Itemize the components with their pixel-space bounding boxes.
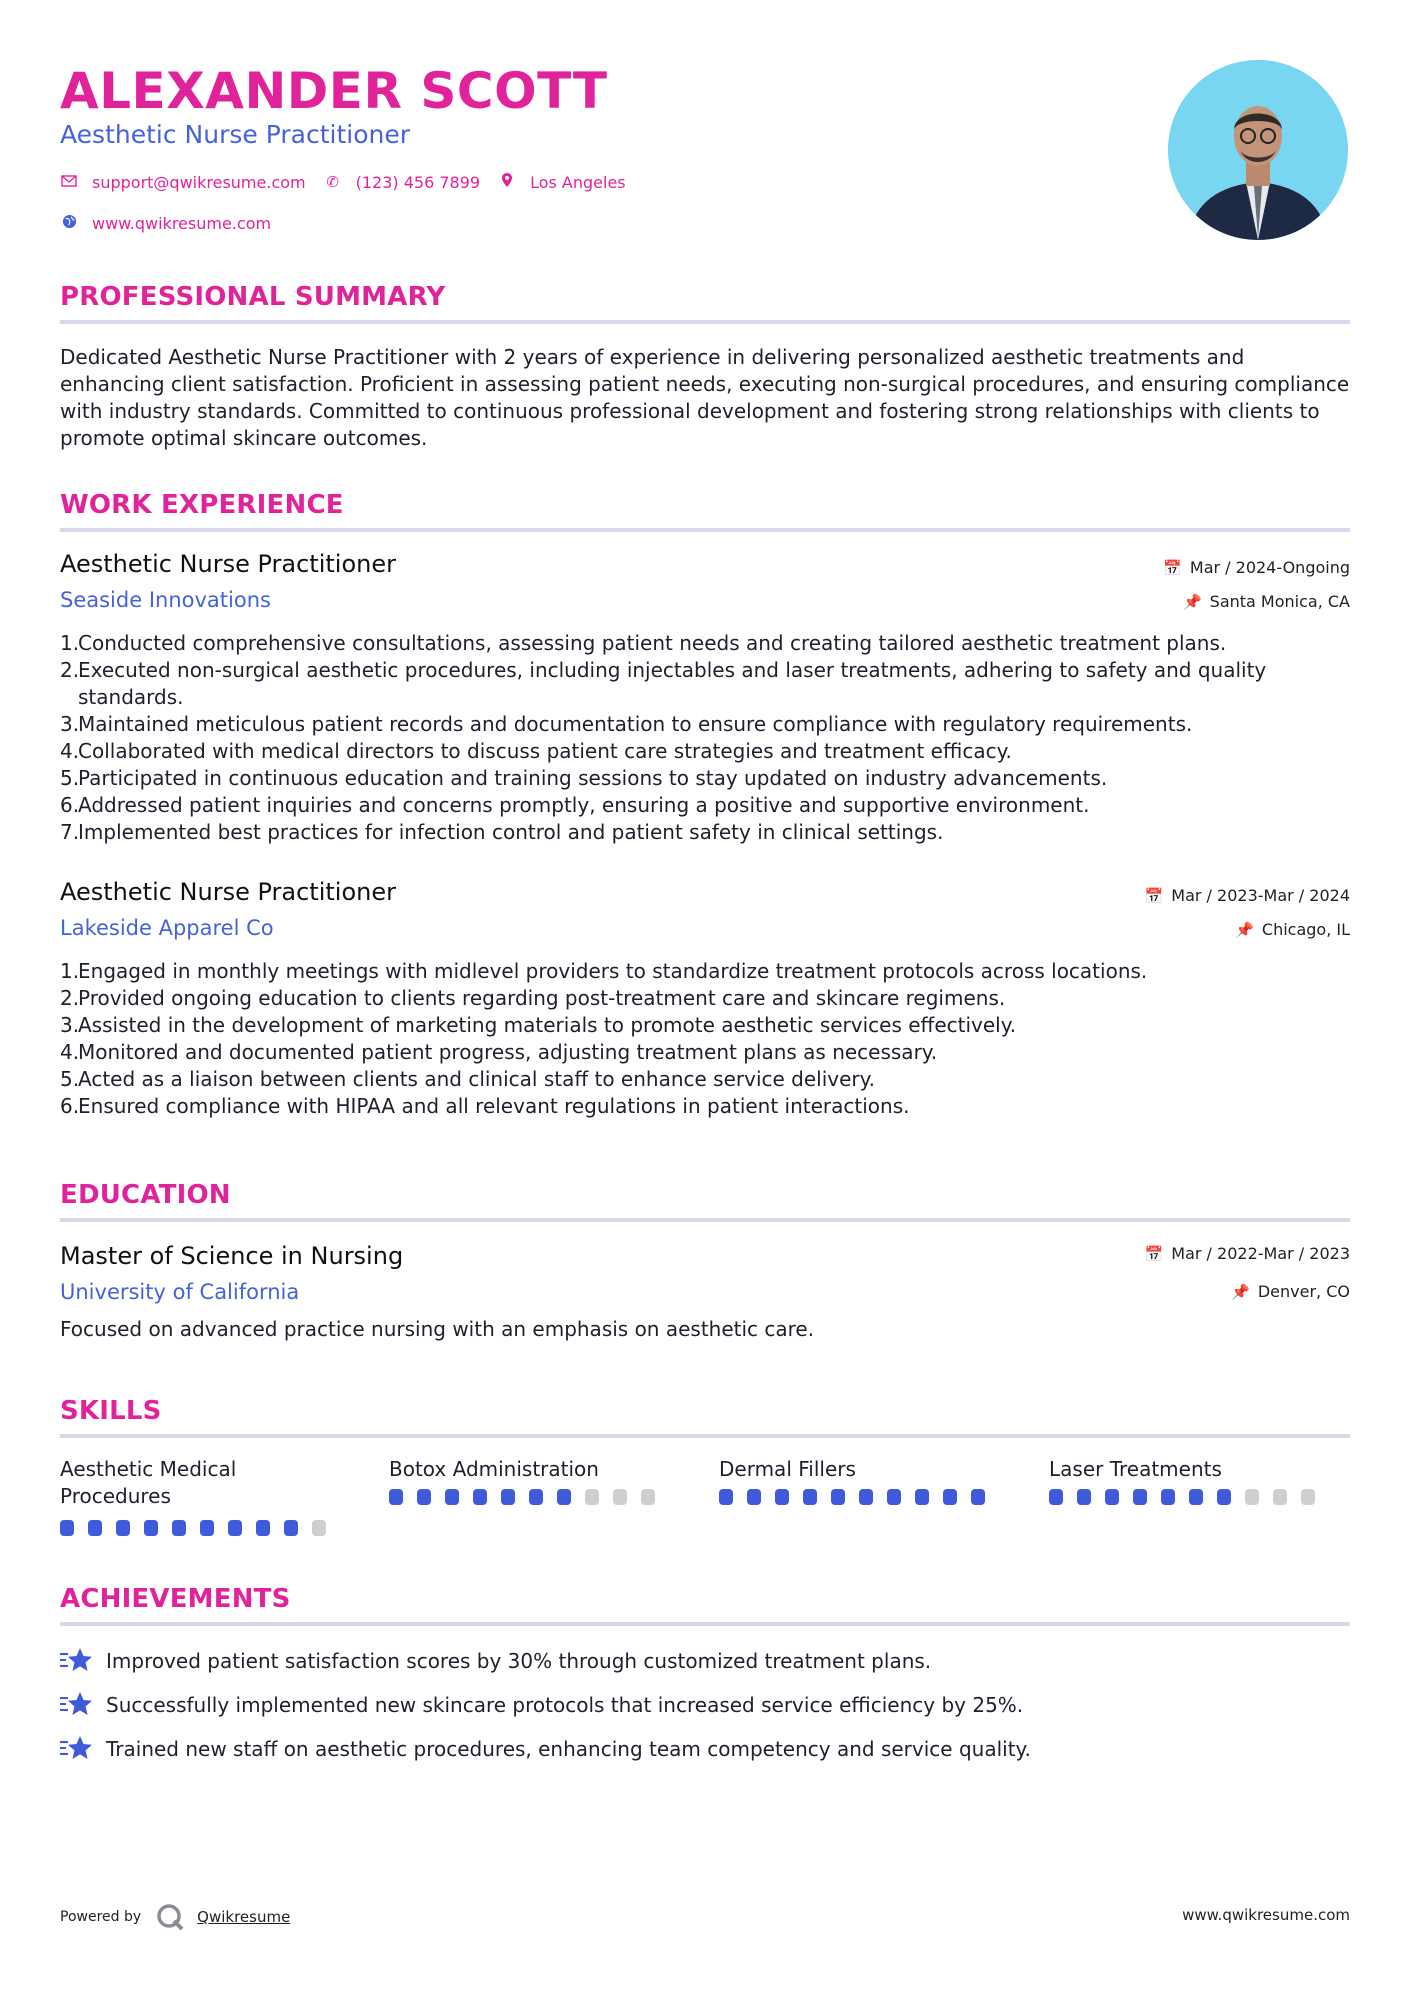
calendar-icon: 📅 [1163,559,1182,577]
job-location: 📌 Chicago, IL [1235,920,1350,939]
skill-name: Dermal Fillers [719,1457,856,1481]
summary-heading: PROFESSIONAL SUMMARY [60,282,446,312]
skill-dot-filled [1105,1489,1119,1505]
website-row [60,214,271,233]
education-heading: EDUCATION [60,1180,231,1210]
job-title: Aesthetic Nurse Practitioner [60,550,396,578]
skill-dot-filled [775,1489,789,1505]
calendar-icon: 📅 [1144,887,1164,905]
skill-item [1049,1456,1315,1505]
job-bullets [60,958,1350,1120]
skill-dot-filled [144,1520,158,1536]
section-divider [60,1622,1350,1626]
list-item: Collaborated with medical directors to discuss patient care strategies and treatment efficacy. [78,739,1012,763]
job-bullets [60,630,1350,846]
section-divider [60,1434,1350,1438]
skill-level [389,1489,655,1505]
list-item: Addressed patient inquiries and concerns promptly, ensuring a positive and supportive environment. [78,793,1090,817]
location-text: Los Angeles [530,172,626,192]
achievement-text: Trained new staff on aesthetic procedures, enhancing team competency and service quality. [106,1737,1031,1761]
email-link[interactable]: support@qwikresume.com [92,172,306,192]
skills-heading: SKILLS [60,1396,162,1426]
star-icon [60,1734,94,1764]
job-title: Aesthetic Nurse Practitioner [60,878,396,906]
skill-name: Laser Treatments [1049,1457,1222,1481]
skill-dot-empty [585,1489,599,1505]
skill-dot-filled [831,1489,845,1505]
skill-dot-filled [557,1489,571,1505]
skill-dot-filled [971,1489,985,1505]
skill-dot-filled [417,1489,431,1505]
skill-dot-filled [200,1520,214,1536]
skill-dot-filled [60,1520,74,1536]
skill-dot-filled [859,1489,873,1505]
skill-dot-filled [1049,1489,1063,1505]
education-dates: 📅 Mar / 2022-Mar / 2023 [1144,1244,1350,1263]
pushpin-icon: 📌 [1235,921,1254,939]
skill-item [719,1456,985,1505]
skill-dot-empty [613,1489,627,1505]
list-item: Participated in continuous education and training sessions to stay updated on industry advancements. [78,766,1108,790]
list-item: Assisted in the development of marketing materials to promote aesthetic services effectively. [78,1013,1017,1037]
education-description: Focused on advanced practice nursing with an emphasis on aesthetic care. [60,1317,815,1341]
list-item: Maintained meticulous patient records and documentation to ensure compliance with regulatory requirements. [78,712,1193,736]
skill-name: Botox Administration [389,1457,599,1481]
skill-dot-empty [1245,1489,1259,1505]
job-location: 📌 Santa Monica, CA [1182,592,1350,611]
job-company: Seaside Innovations [60,588,271,612]
skill-dot-filled [473,1489,487,1505]
footer-powered-by [60,1902,290,1932]
job-dates: 📅 Mar / 2023-Mar / 2024 [1144,886,1350,905]
powered-by-label: Powered by [60,1909,142,1925]
skill-dot-filled [887,1489,901,1505]
education-location: 📌 Denver, CO [1231,1282,1350,1301]
candidate-title: Aesthetic Nurse Practitioner [60,120,410,149]
achievement-item [60,1734,1031,1764]
achievement-text: Successfully implemented new skincare protocols that increased service efficiency by 25%. [106,1693,1024,1717]
skill-dot-empty [1273,1489,1287,1505]
section-divider [60,1218,1350,1222]
job-company: Lakeside Apparel Co [60,916,274,940]
list-item: Engaged in monthly meetings with midlevel providers to standardize treatment protocols across locations. [78,959,1148,983]
list-item: Implemented best practices for infection control and patient safety in clinical settings. [78,820,944,844]
skill-dot-empty [312,1520,326,1536]
skill-item [389,1456,655,1505]
skill-dot-filled [1161,1489,1175,1505]
skill-dot-filled [943,1489,957,1505]
skill-dot-filled [1077,1489,1091,1505]
achievement-item [60,1690,1023,1720]
skill-dot-filled [1133,1489,1147,1505]
envelope-icon [60,173,78,191]
skill-name: Aesthetic Medical Procedures [60,1457,237,1508]
resume-page [60,0,1350,1990]
list-item: Executed non-surgical aesthetic procedures, including injectables and laser treatments, adhering to safety and quality standards. [78,658,1267,709]
degree-title: Master of Science in Nursing [60,1242,404,1270]
skill-dot-filled [915,1489,929,1505]
pushpin-icon: 📌 [1182,593,1202,611]
skill-level [719,1489,985,1505]
skill-dot-filled [88,1520,102,1536]
achievements-heading: ACHIEVEMENTS [60,1584,291,1614]
summary-text: Dedicated Aesthetic Nurse Practitioner with 2 years of experience in delivering personalized aesthetic treatments and enhancing client satisfaction. Proficient in assessing patient needs, executing non-surgical procedures, and ensuring compliance with industry standards. Committed to continuous professional development and fostering strong relationships with clients to promote optimal skincare outcomes. [60,345,1350,450]
calendar-icon: 📅 [1144,1245,1164,1263]
phone-number: (123) 456 7899 [355,172,481,192]
skill-level [60,1520,326,1536]
school-name: University of California [60,1280,300,1304]
list-item: Provided ongoing education to clients regarding post-treatment care and skincare regimens. [78,986,1006,1010]
skill-dot-filled [747,1489,761,1505]
skill-dot-filled [172,1520,186,1536]
skill-dot-filled [529,1489,543,1505]
section-divider [60,320,1350,324]
skill-dot-filled [1217,1489,1231,1505]
skill-item [60,1456,326,1536]
qwikresume-logo [155,1902,185,1932]
star-icon [60,1646,94,1676]
contact-row [60,172,626,192]
website-link[interactable]: www.qwikresume.com [92,214,272,233]
profile-photo [1168,60,1348,240]
globe-icon [60,214,78,233]
phone-icon: ✆ [326,173,339,191]
footer-site-link[interactable]: www.qwikresume.com [1182,1906,1350,1924]
skill-dot-filled [284,1520,298,1536]
skill-dot-empty [1301,1489,1315,1505]
list-item: Conducted comprehensive consultations, assessing patient needs and creating tailored aesthetic treatment plans. [78,631,1227,655]
pushpin-icon: 📌 [1231,1283,1250,1301]
list-item: Ensured compliance with HIPAA and all relevant regulations in patient interactions. [78,1094,910,1118]
skill-dot-filled [389,1489,403,1505]
achievement-text: Improved patient satisfaction scores by 30% through customized treatment plans. [106,1649,932,1673]
skill-dot-filled [228,1520,242,1536]
skill-dot-filled [445,1489,459,1505]
list-item: Acted as a liaison between clients and clinical staff to enhance service delivery. [78,1067,875,1091]
experience-heading: WORK EXPERIENCE [60,490,344,520]
skill-dot-filled [116,1520,130,1536]
achievement-item [60,1646,931,1676]
list-item: Monitored and documented patient progress, adjusting treatment plans as necessary. [78,1040,938,1064]
skill-dot-empty [641,1489,655,1505]
skill-dot-filled [256,1520,270,1536]
map-pin-icon [498,172,516,192]
brand-link[interactable]: Qwikresume [197,1908,291,1926]
skill-dot-filled [1189,1489,1203,1505]
star-icon [60,1690,94,1720]
skill-dot-filled [501,1489,515,1505]
skill-level [1049,1489,1315,1505]
section-divider [60,528,1350,532]
job-dates: 📅 Mar / 2024-Ongoing [1163,558,1350,577]
candidate-name: ALEXANDER SCOTT [60,62,608,120]
skill-dot-filled [803,1489,817,1505]
skill-dot-filled [719,1489,733,1505]
